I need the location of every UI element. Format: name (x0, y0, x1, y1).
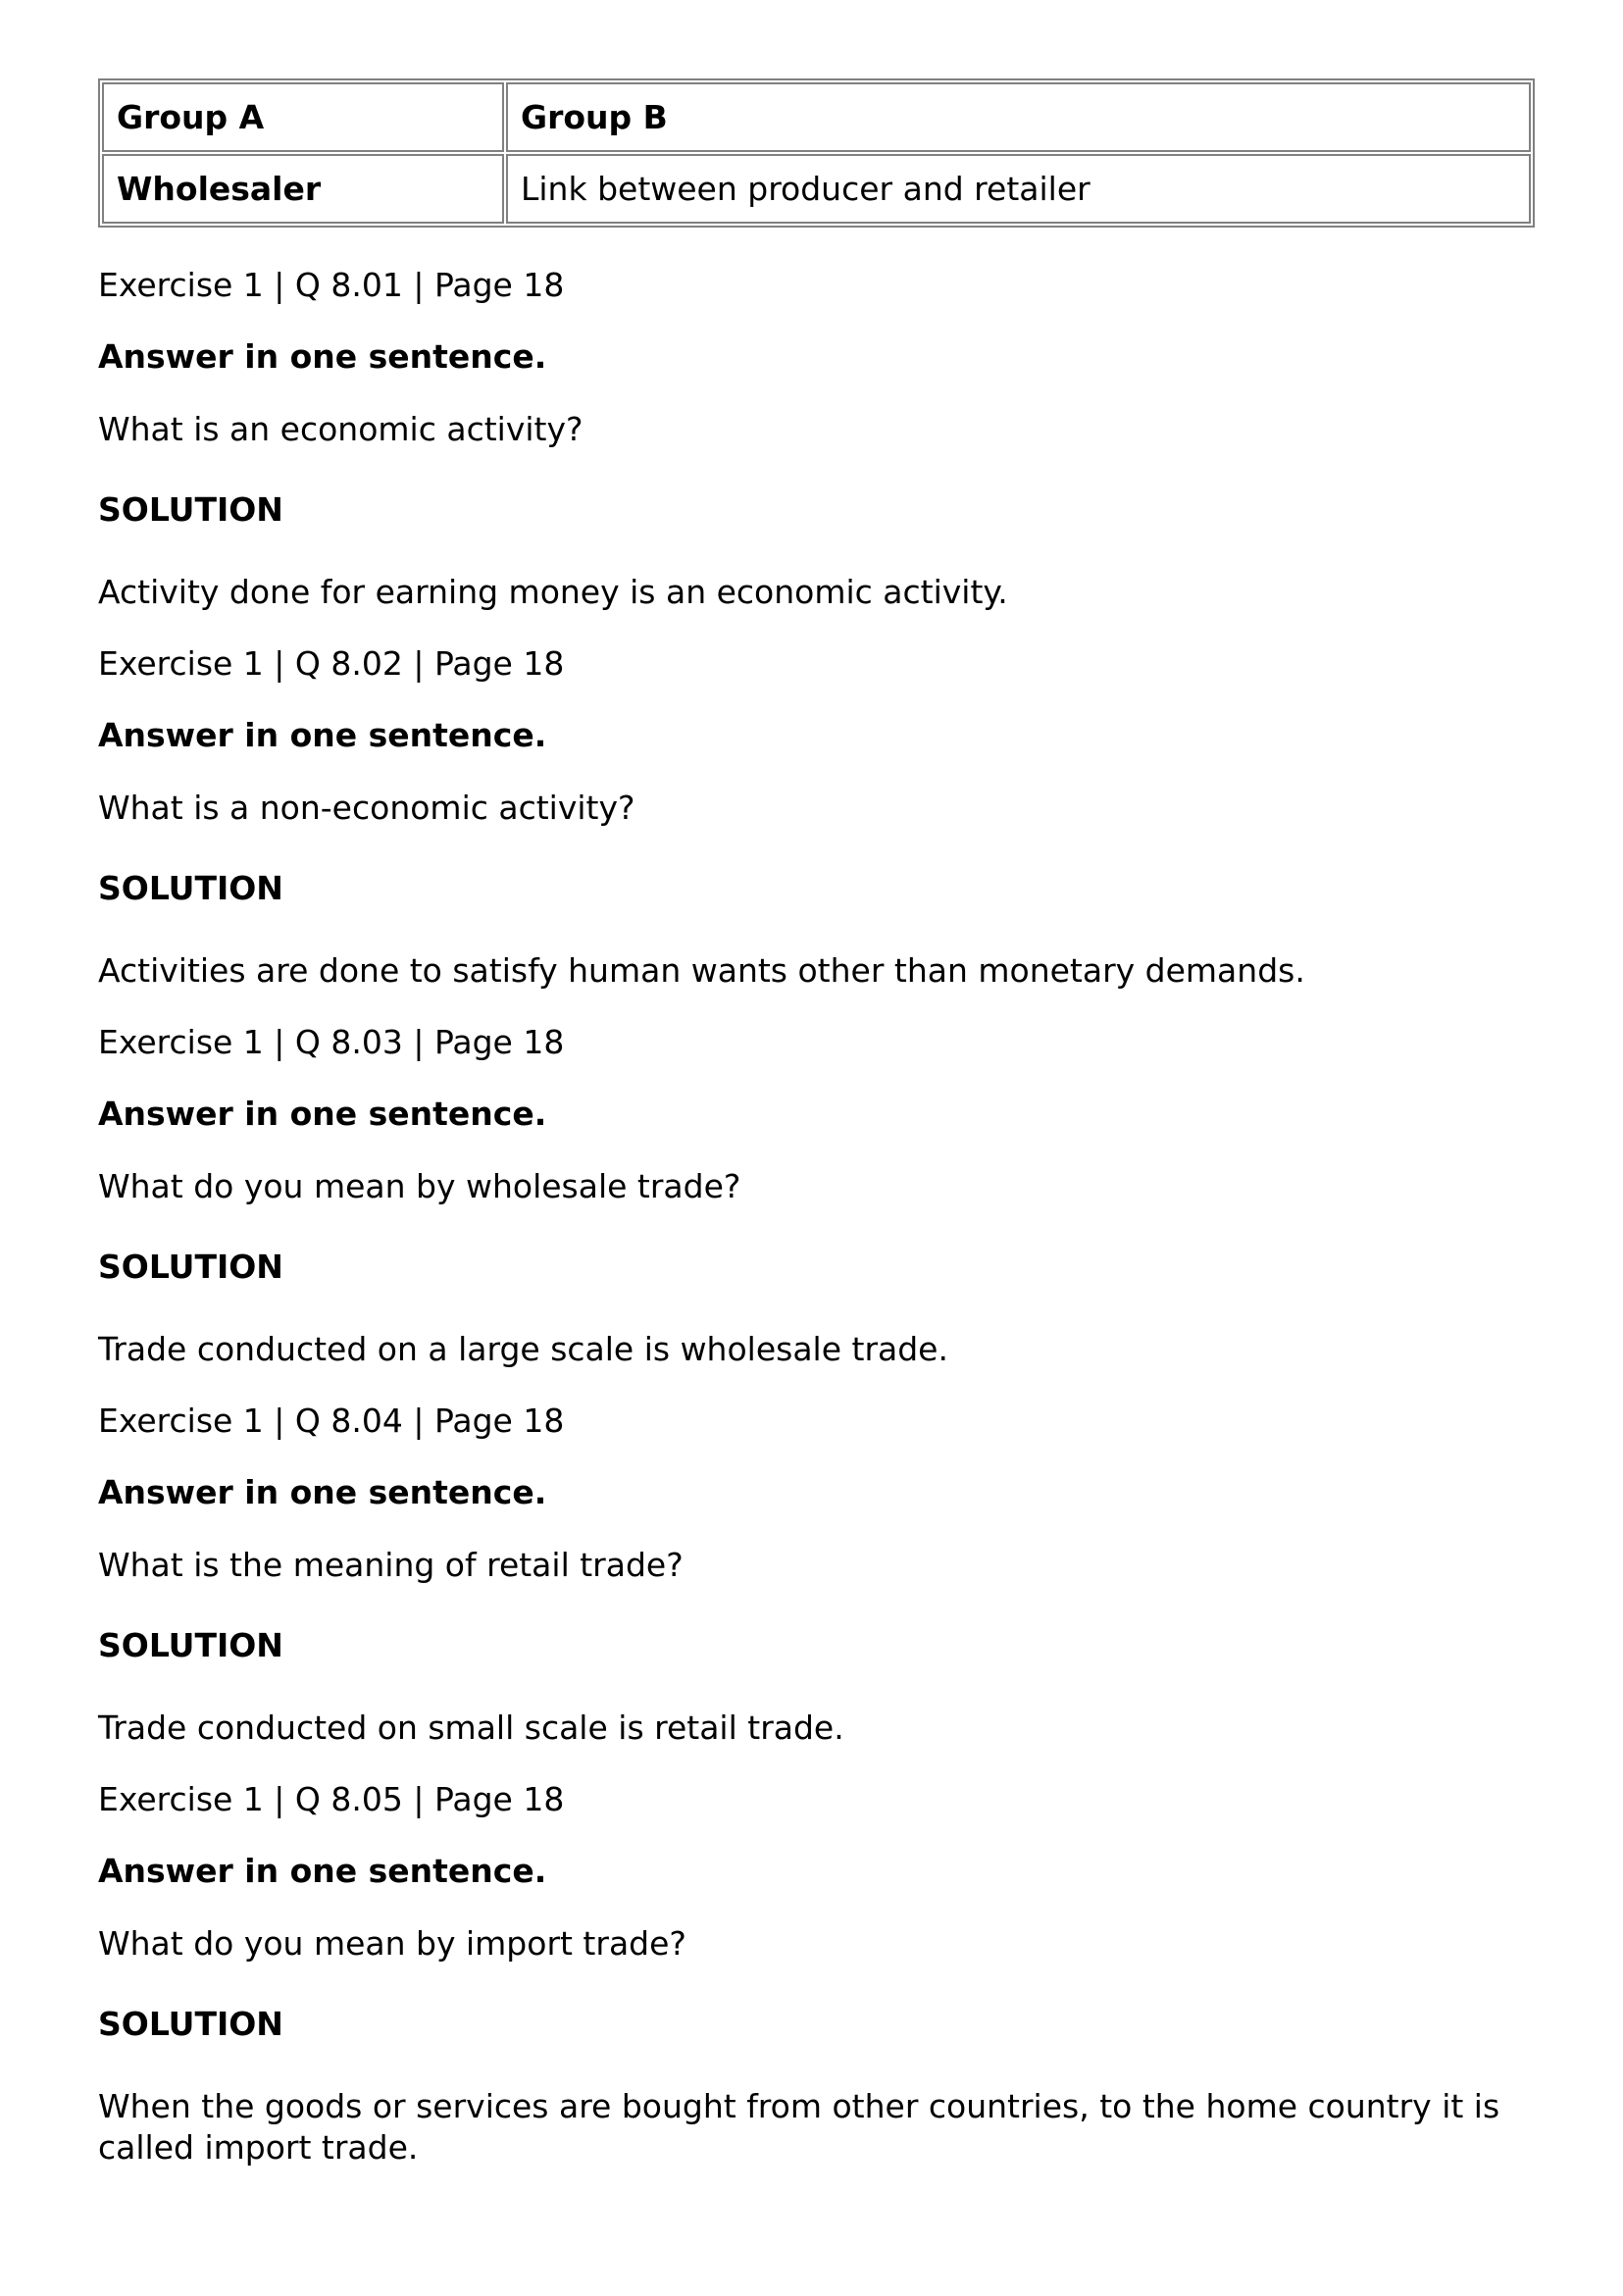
question-entry (98, 1779, 1533, 2168)
document-page (98, 78, 1533, 2168)
question-instruction: Answer in one sentence. (98, 1095, 547, 1133)
solution-text: Activities are done to satisfy human wants other than monetary demands. (98, 951, 1305, 990)
table-header-cell: Group A (102, 82, 504, 152)
solution-heading: SOLUTION (98, 490, 283, 529)
question-meta: Exercise 1 | Q 8.02 | Page 18 (98, 644, 565, 683)
solution-heading: SOLUTION (98, 2005, 283, 2043)
question-text: What do you mean by import trade? (98, 1924, 686, 1963)
solution-heading: SOLUTION (98, 1248, 283, 1286)
question-entry (98, 265, 1533, 613)
solution-text: Trade conducted on small scale is retail trade. (98, 1709, 844, 1747)
question-meta: Exercise 1 | Q 8.04 | Page 18 (98, 1402, 565, 1440)
table-header-row (102, 82, 1531, 152)
question-instruction: Answer in one sentence. (98, 716, 547, 754)
question-instruction: Answer in one sentence. (98, 1473, 547, 1511)
solution-heading: SOLUTION (98, 869, 283, 907)
match-table (98, 78, 1535, 228)
table-header-cell: Group B (506, 82, 1531, 152)
question-text: What is the meaning of retail trade? (98, 1546, 684, 1584)
solution-heading: SOLUTION (98, 1626, 283, 1664)
table-cell: Link between producer and retailer (506, 154, 1531, 224)
question-entry (98, 643, 1533, 992)
solution-text: When the goods or services are bought from other countries, to the home country it is called import trade. (98, 2087, 1500, 2167)
question-meta: Exercise 1 | Q 8.03 | Page 18 (98, 1023, 565, 1061)
solution-text: Trade conducted on a large scale is wholesale trade. (98, 1330, 948, 1368)
question-text: What do you mean by wholesale trade? (98, 1167, 741, 1205)
solution-text: Activity done for earning money is an economic activity. (98, 573, 1008, 611)
question-meta: Exercise 1 | Q 8.01 | Page 18 (98, 266, 565, 304)
question-entry (98, 1401, 1533, 1749)
question-meta: Exercise 1 | Q 8.05 | Page 18 (98, 1780, 565, 1818)
question-instruction: Answer in one sentence. (98, 337, 547, 376)
table-row (102, 154, 1531, 224)
question-text: What is an economic activity? (98, 410, 583, 448)
question-instruction: Answer in one sentence. (98, 1852, 547, 1890)
question-text: What is a non-economic activity? (98, 789, 635, 827)
question-entry (98, 1022, 1533, 1370)
table-cell: Wholesaler (102, 154, 504, 224)
